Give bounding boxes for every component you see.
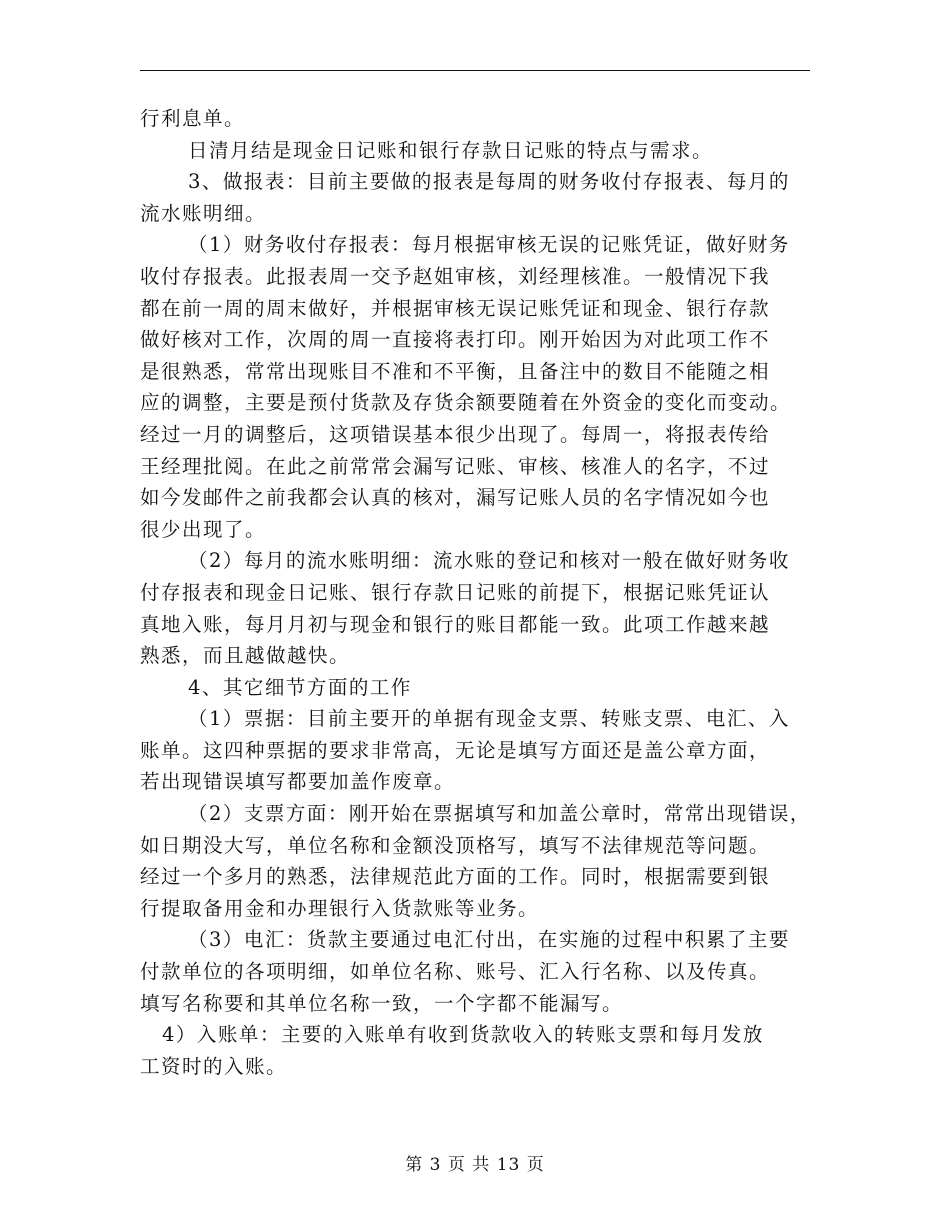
text-line: 流水账明细。 xyxy=(140,201,267,225)
text-line: 账单。这四种票据的要求非常高，无论是填写方面还是盖公章方面， xyxy=(140,738,771,762)
text-line: （1）财务收付存报表：每月根据审核无误的记账凭证，做好财务 xyxy=(188,233,790,257)
text-line: 都在前一周的周末做好，并根据审核无误记账凭证和现金、银行存款 xyxy=(140,296,771,320)
text-line: 填写名称要和其单位名称一致，一个字都不能漏写。 xyxy=(140,991,624,1015)
text-line: 日清月结是现金日记账和银行存款日记账的特点与需求。 xyxy=(188,138,714,162)
text-line: 真地入账，每月月初与现金和银行的账目都能一致。此项工作越来越 xyxy=(140,612,771,636)
text-line: 4）入账单：主要的入账单有收到货款收入的转账支票和每月发放 xyxy=(162,1023,764,1047)
text-line: 很少出现了。 xyxy=(140,517,267,541)
text-line: 收付存报表。此报表周一交予赵姐审核，刘经理核准。一般情况下我 xyxy=(140,264,771,288)
header-rule xyxy=(140,70,810,71)
text-line: 如日期没大写，单位名称和金额没顶格写，填写不法律规范等问题。 xyxy=(140,833,771,857)
text-line: 经过一个多月的熟悉，法律规范此方面的工作。同时，根据需要到银 xyxy=(140,865,771,889)
text-line: （3）电汇：货款主要通过电汇付出，在实施的过程中积累了主要 xyxy=(188,928,790,952)
text-line: 熟悉，而且越做越快。 xyxy=(140,644,351,668)
text-line: 经过一月的调整后，这项错误基本很少出现了。每周一，将报表传给 xyxy=(140,422,771,446)
text-line: 工资时的入账。 xyxy=(140,1054,288,1078)
text-line: 做好核对工作，次周的周一直接将表打印。刚开始因为对此项工作不 xyxy=(140,328,771,352)
body-text xyxy=(140,103,812,1082)
text-line: 付款单位的各项明细，如单位名称、账号、汇入行名称、以及传真。 xyxy=(140,960,771,984)
text-line: （2）支票方面：刚开始在票据填写和加盖公章时，常常出现错误， xyxy=(188,802,811,826)
text-line: 若出现错误填写都要加盖作废章。 xyxy=(140,770,456,794)
text-line: （1）票据：目前主要开的单据有现金支票、转账支票、电汇、入 xyxy=(188,707,790,731)
text-line: 付存报表和现金日记账、银行存款日记账的前提下，根据记账凭证认 xyxy=(140,580,771,604)
text-line: （2）每月的流水账明细：流水账的登记和核对一般在做好财务收 xyxy=(188,549,790,573)
text-line: 4、其它细节方面的工作 xyxy=(188,675,412,699)
text-line: 如今发邮件之前我都会认真的核对，漏写记账人员的名字情况如今也 xyxy=(140,486,771,510)
text-line: 是很熟悉，常常出现账目不准和不平衡，且备注中的数目不能随之相 xyxy=(140,359,771,383)
text-line: 3、做报表：目前主要做的报表是每周的财务收付存报表、每月的 xyxy=(188,170,790,194)
page-footer: 第 3 页 共 13 页 xyxy=(405,1155,545,1175)
text-line: 行利息单。 xyxy=(140,107,246,130)
text-line: 行提取备用金和办理银行入货款账等业务。 xyxy=(140,896,540,920)
text-line: 王经理批阅。在此之前常常会漏写记账、审核、核准人的名字，不过 xyxy=(140,454,771,478)
text-line: 应的调整，主要是预付货款及存货余额要随着在外资金的变化而变动。 xyxy=(140,391,792,415)
